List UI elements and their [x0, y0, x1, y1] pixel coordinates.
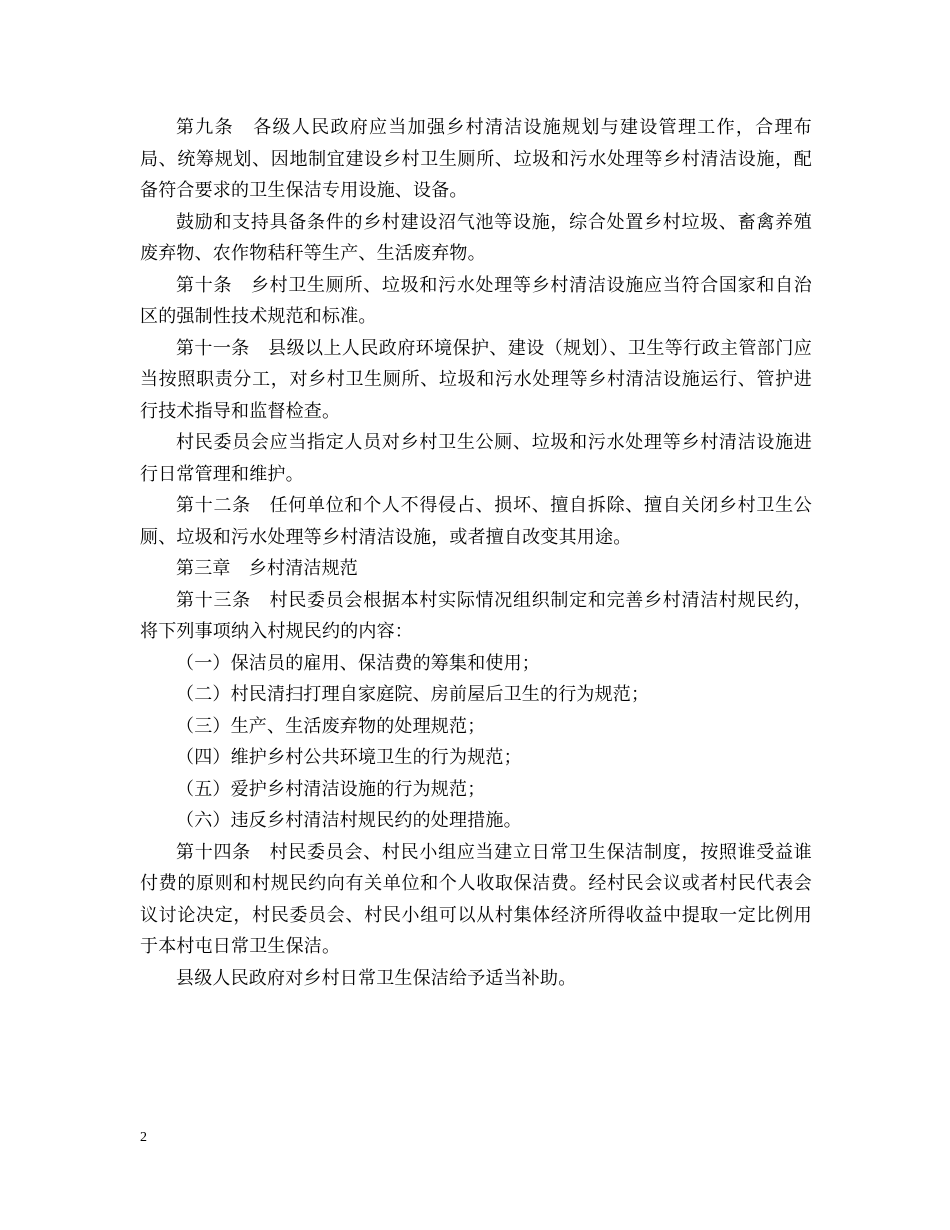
document-body	[140, 112, 812, 994]
chapter-heading: 第三章 乡村清洁规范	[176, 558, 358, 579]
paragraph-biogas: 鼓励和支持具备条件的乡村建设沼气池等设施，综合处置乡村垃圾、畜禽养殖废弃物、农作物秸秆等生产、生活废弃物。	[140, 211, 812, 264]
paragraph-article-10: 第十条 乡村卫生厕所、垃圾和污水处理等乡村清洁设施应当符合国家和自治区的强制性技术规范和标准。	[140, 274, 812, 327]
paragraph-article-14: 第十四条 村民委员会、村民小组应当建立日常卫生保洁制度，按照谁受益谁付费的原则和村规民约向有关单位和个人收取保洁费。经村民会议或者村民代表会议讨论决定，村民委员会、村民小组可以从村集体经济所得收益中提取一定比例用于本村屯日常卫生保洁。	[140, 841, 812, 957]
paragraph-article-11: 第十一条 县级以上人民政府环境保护、建设（规划）、卫生等行政主管部门应当按照职责分工，对乡村卫生厕所、垃圾和污水处理等乡村清洁设施运行、管护进行技术指导和监督检查。	[140, 337, 812, 422]
list-item-6: （六）违反乡村清洁村规民约的处理措施。	[176, 810, 522, 831]
paragraph-article-9: 第九条 各级人民政府应当加强乡村清洁设施规划与建设管理工作，合理布局、统筹规划、因地制宜建设乡村卫生厕所、垃圾和污水处理等乡村清洁设施，配备符合要求的卫生保洁专用设施、设备。	[140, 117, 812, 201]
list-item-3: （三）生产、生活废弃物的处理规范；	[176, 715, 486, 737]
list-item-1: （一）保洁员的雇用、保洁费的筹集和使用；	[176, 652, 540, 674]
list-item-4: （四）维护乡村公共环境卫生的行为规范；	[176, 747, 522, 768]
paragraph-article-12: 第十二条 任何单位和个人不得侵占、损坏、擅自拆除、擅自关闭乡村卫生公厕、垃圾和污水处理等乡村清洁设施，或者擅自改变其用途。	[140, 495, 812, 548]
page-number: 2	[140, 1130, 147, 1145]
list-item-2: （二）村民清扫打理自家庭院、房前屋后卫生的行为规范；	[176, 684, 650, 705]
paragraph-village-committee: 村民委员会应当指定人员对乡村卫生公厕、垃圾和污水处理等乡村清洁设施进行日常管理和维护。	[140, 432, 812, 485]
paragraph-article-13: 第十三条 村民委员会根据本村实际情况组织制定和完善乡村清洁村规民约，将下列事项纳入村规民约的内容：	[140, 589, 812, 642]
list-item-5: （五）爱护乡村清洁设施的行为规范；	[176, 778, 486, 800]
paragraph-county-subsidy: 县级人民政府对乡村日常卫生保洁给予适当补助。	[176, 967, 577, 989]
